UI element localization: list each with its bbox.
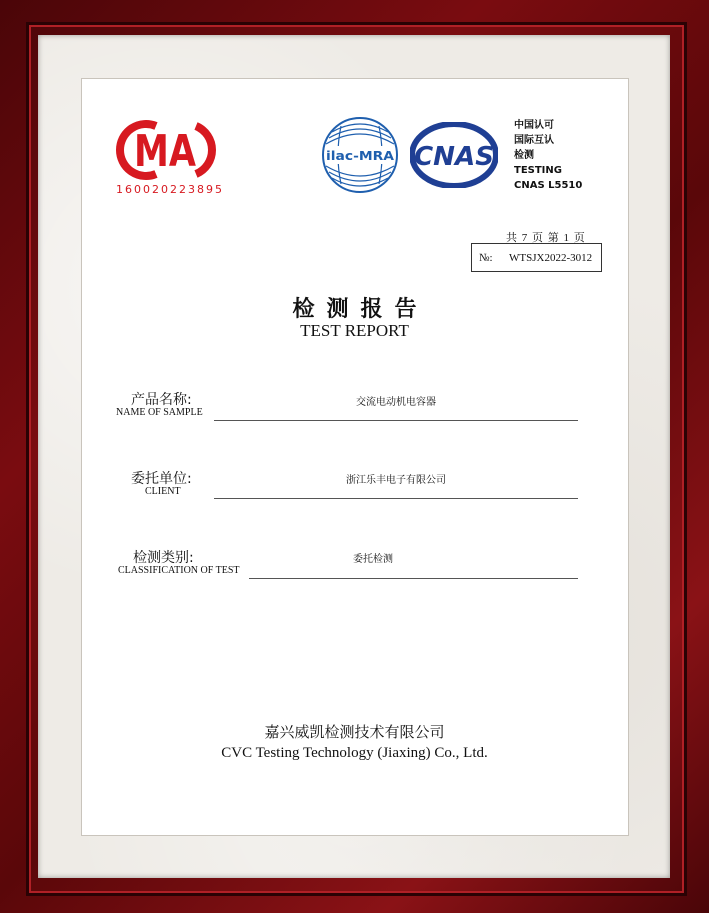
cnas-line: 中国认可 xyxy=(514,120,554,131)
cma-logo-icon xyxy=(116,118,224,182)
report-title-en: TEST REPORT xyxy=(300,321,409,340)
sample-name-value: 交流电动机电容器 xyxy=(356,397,436,408)
ilac-label: ilac-MRA xyxy=(326,149,395,163)
ilac-mra-logo-icon xyxy=(321,116,399,194)
page-count: 共 7 页 第 1 页 xyxy=(506,232,585,244)
report-number-value: WTSJX2022-3012 xyxy=(509,252,593,264)
test-class-underline xyxy=(249,578,578,579)
client-label-cn: 委托单位: xyxy=(131,471,192,487)
client-underline xyxy=(214,498,578,499)
cnas-line: 检测 xyxy=(514,150,534,161)
issuer-name-cn: 嘉兴威凯检测技术有限公司 xyxy=(264,723,445,741)
test-class-value: 委托检测 xyxy=(353,554,393,565)
cma-logo-letters: MA xyxy=(134,126,196,177)
sample-name-label-cn: 产品名称: xyxy=(131,392,192,408)
test-class-label-en: CLASSIFICATION OF TEST xyxy=(118,565,240,576)
cnas-logo-icon xyxy=(410,122,498,188)
cnas-line: CNAS L5510 xyxy=(514,180,583,191)
issuer-name-en: CVC Testing Technology (Jiaxing) Co., Ltd. xyxy=(221,745,488,761)
sample-name-label-en: NAME OF SAMPLE xyxy=(116,407,203,418)
report-title-cn: 检测报告 xyxy=(292,297,429,322)
client-label-en: CLIENT xyxy=(145,486,181,497)
report-number-box xyxy=(471,243,602,272)
cnas-logo-letters: CNAS xyxy=(414,142,494,172)
cnas-line: 国际互认 xyxy=(514,135,554,146)
sample-name-underline xyxy=(214,420,578,421)
report-number-label: №: xyxy=(479,252,493,264)
cnas-line: TESTING xyxy=(514,165,562,176)
test-class-label-cn: 检测类别: xyxy=(133,550,194,566)
client-value: 浙江乐丰电子有限公司 xyxy=(346,475,446,486)
cma-number: 160020223895 xyxy=(116,183,224,196)
cnas-accreditation-text xyxy=(514,118,582,193)
